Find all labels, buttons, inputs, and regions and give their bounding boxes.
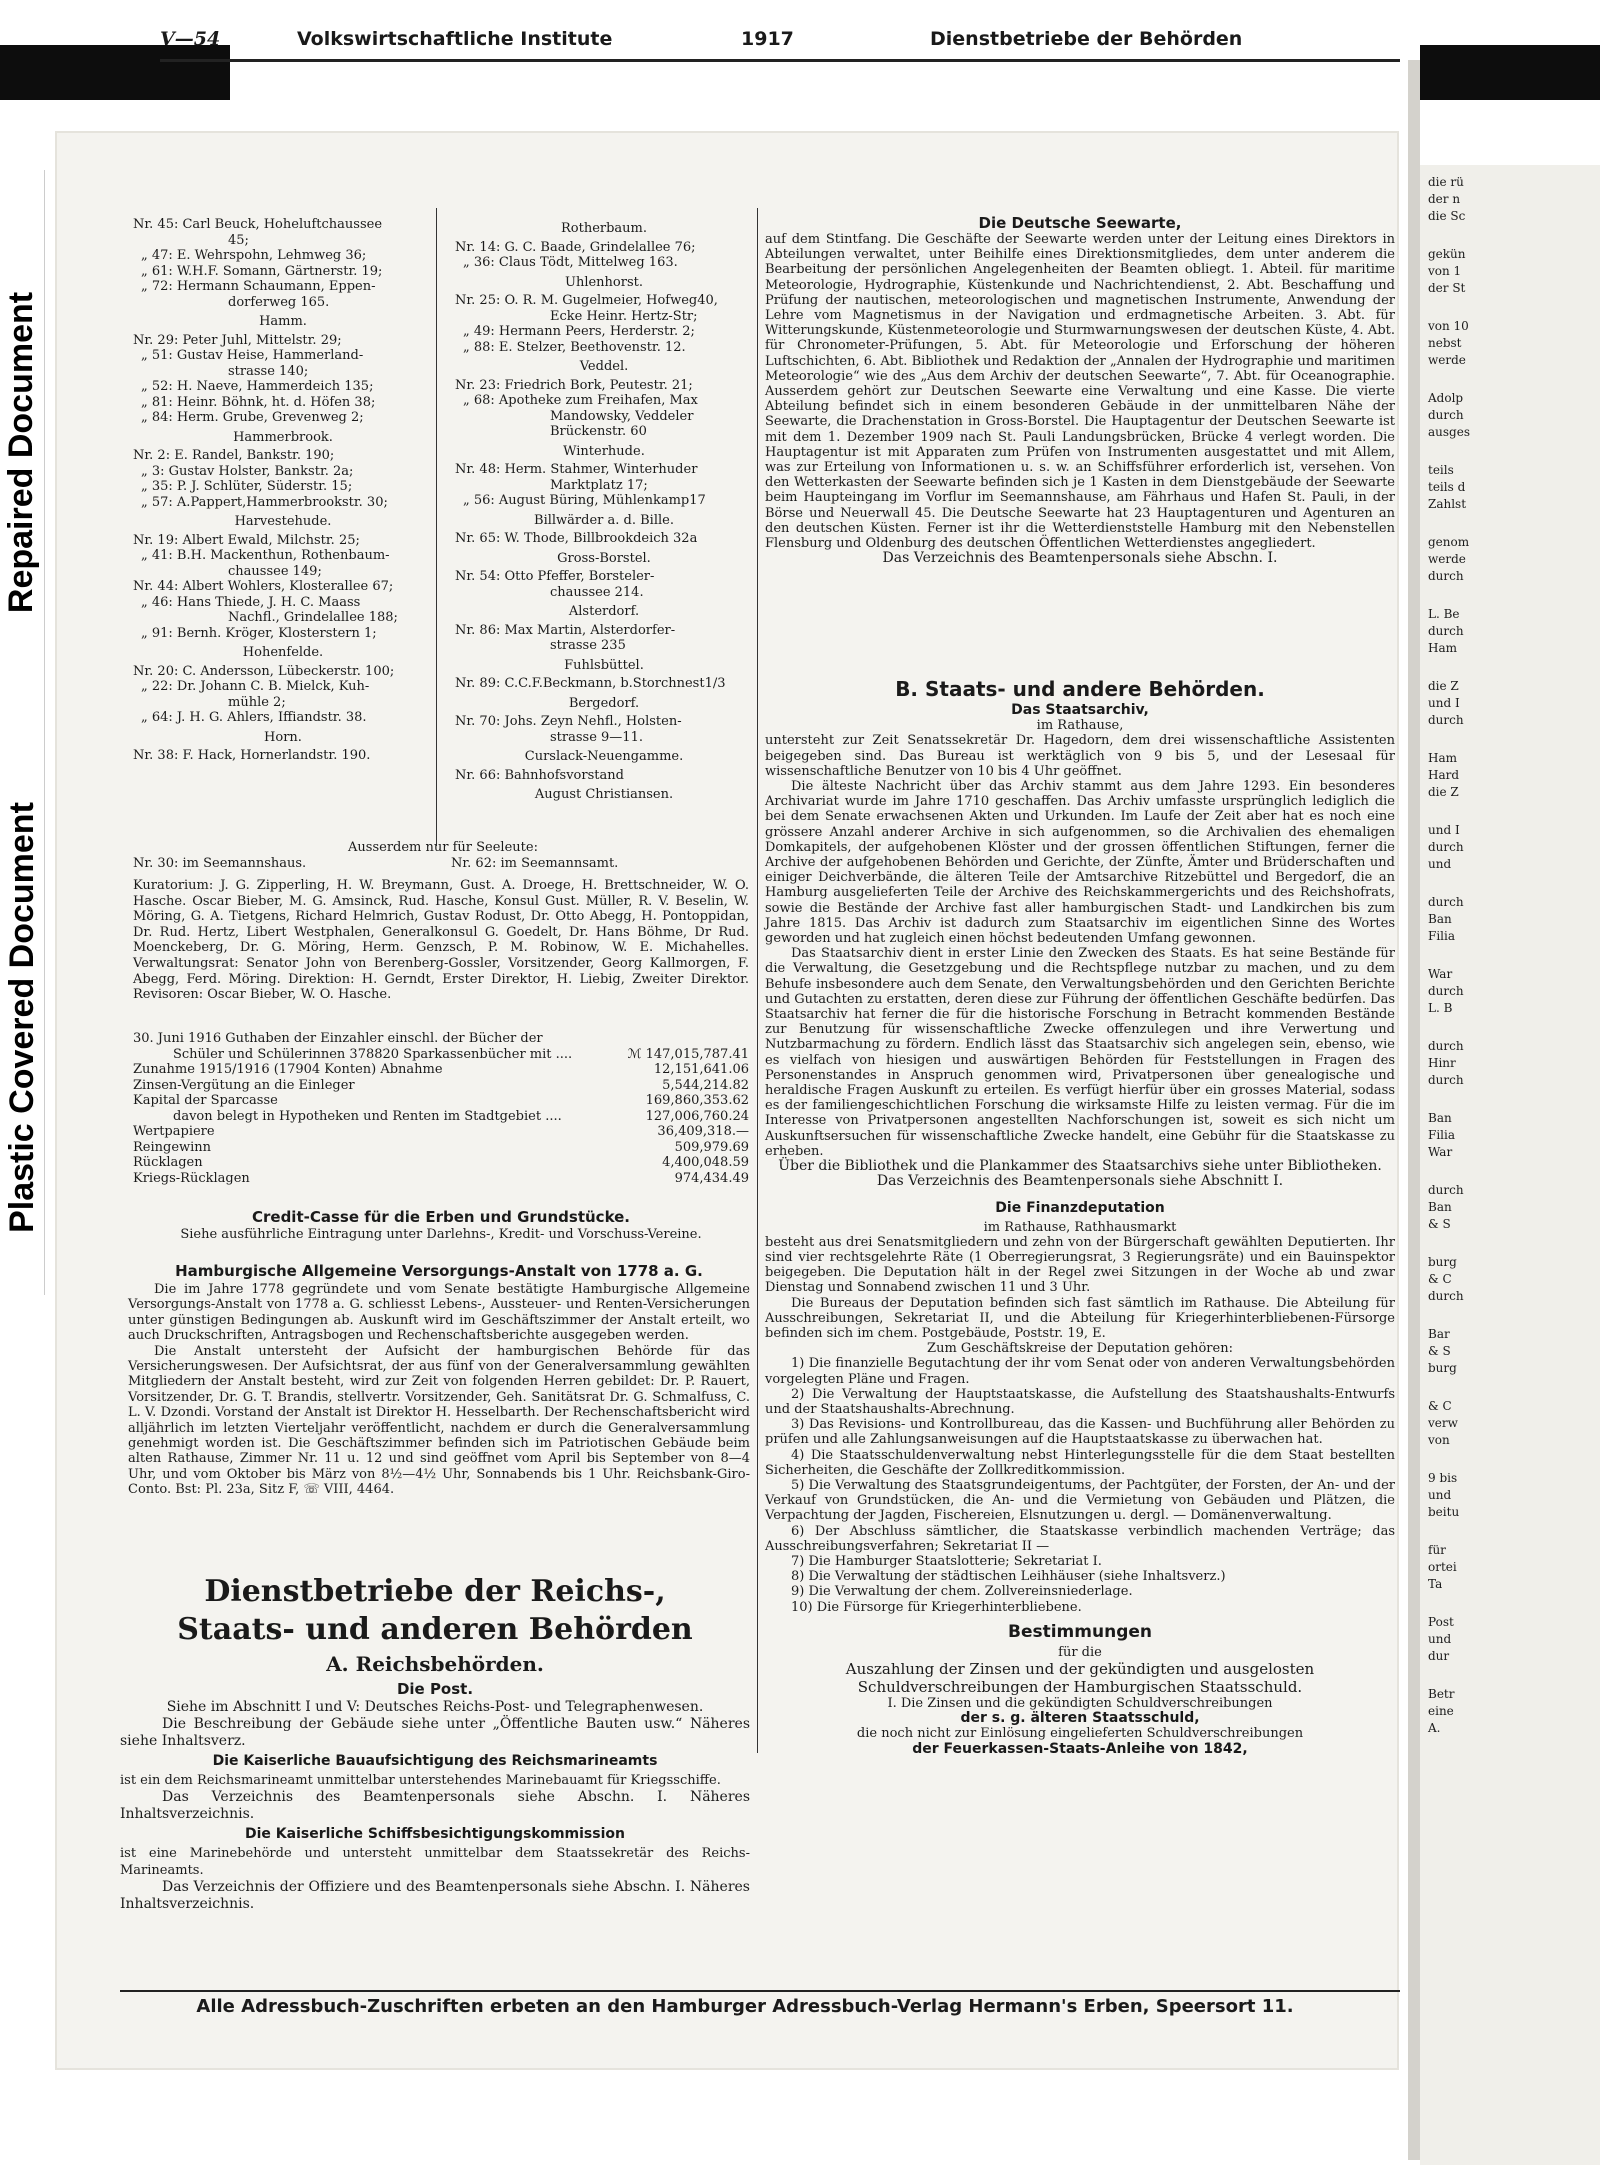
address-line: strasse 235 [550, 638, 626, 653]
adjacent-page-fragment: L. B [1428, 1001, 1453, 1015]
finanz-item: 5) Die Verwaltung des Staatsgrundeigentums, der Pachtgüter, der Forsten, der An- und der Verkauf von Grundstücken, die An- und die Vermietung von Gebäuden und Plätzen, die Verpachtung der Jagden, Fischereien, Elsnutzungen u. dergl. — Domänenverwaltung. [765, 1477, 1395, 1524]
district-heading: Alsterdorf. [568, 604, 640, 619]
finance-row [133, 1171, 749, 1187]
address-line: „ 64: J. H. G. Ahlers, Iffiandstr. 38. [141, 710, 367, 725]
finanz-p1: besteht aus drei Senatsmitgliedern und zehn von der Bürgerschaft gewählten Deputierten. Ihr sind vier rechtsgelehrte Räte (1 Oberregierungsrat, 3 Regierungsräte) und ein Bauinspektor beigegeben. Die Deputation hält in der Regel zwei Sitzungen in der Woche ab und zwar Dienstag und Sonnabend zwischen 11 und 3 Uhr. [765, 1234, 1395, 1296]
adjacent-page-fragment: eine [1428, 1704, 1454, 1718]
adjacent-page-fragment: War [1428, 1145, 1453, 1159]
adjacent-page-fragment: ausges [1428, 425, 1470, 439]
address-line: Nr. 66: Bahnhofsvorstand [455, 767, 624, 783]
address-line: Nr. 23: Friedrich Bork, Peutestr. 21; [455, 377, 693, 393]
finance-value: 127,006,760.24 [645, 1108, 749, 1124]
district-heading: Veddel. [579, 359, 629, 374]
address-line: „ 72: Hermann Schaumann, Eppen- [141, 279, 376, 294]
adjacent-page-fragment: durch [1428, 713, 1464, 727]
footer-notice: Alle Adressbuch-Zuschriften erbeten an den Hamburger Adressbuch-Verlag Hermann's Erben, Speersort 11. [196, 1996, 1294, 2017]
finance-label: Schüler und Schülerinnen 378820 Sparkassenbücher mit .... [173, 1046, 573, 1062]
address-line: „ 91: Bernh. Kröger, Klosterstern 1; [141, 625, 377, 641]
adjacent-page-fragment: werde [1428, 353, 1466, 367]
address-line: Brückenstr. 60 [550, 424, 647, 439]
adjacent-page-fragment: und [1428, 857, 1452, 871]
address-line: chaussee 214. [550, 584, 644, 600]
scan-edge-right [1420, 45, 1600, 100]
finance-value: 5,544,214.82 [662, 1077, 749, 1093]
staats-title: B. Staats- und andere Behörden. [895, 677, 1265, 701]
district-heading: Winterhude. [563, 443, 645, 459]
address-line: Nr. 44: Albert Wohlers, Klosterallee 67; [133, 579, 394, 594]
address-line: Nr. 70: Johs. Zeyn Nehfl., Holsten- [455, 714, 682, 729]
header-rule [160, 59, 1400, 62]
plastic-covered-label [0, 745, 44, 1290]
finance-label: Kapital der Sparcasse [133, 1093, 278, 1108]
district-heading: Horn. [264, 729, 302, 745]
finance-label: Rücklagen [133, 1155, 203, 1170]
address-column-2 [455, 217, 753, 806]
adjacent-page-fragment: durch [1428, 1289, 1464, 1303]
header-year: 1917 [741, 28, 794, 50]
address-line: „ 56: August Büring, Mühlenkamp17 [463, 493, 706, 508]
adjacent-page-fragment: burg [1428, 1255, 1457, 1269]
adjacent-page-fragment: der St [1428, 281, 1466, 295]
adjacent-page-fragment: Ham [1428, 751, 1457, 765]
adjacent-page-fragment: & C [1428, 1399, 1452, 1413]
address-line: „ 35: P. J. Schlüter, Süderstr. 15; [141, 479, 353, 494]
address-line: „ 51: Gustav Heise, Hammerland- [141, 348, 364, 363]
adjacent-page-fragment: Ban [1428, 1111, 1452, 1125]
finance-label: Kriegs-Rücklagen [133, 1170, 250, 1186]
adjacent-page-fragment: von [1428, 1433, 1450, 1447]
address-line: „ 81: Heinr. Böhnk, ht. d. Höfen 38; [141, 394, 376, 410]
finance-row [133, 1109, 749, 1125]
credit-text: Siehe ausführliche Eintragung unter Darlehns-, Kredit- und Vorschuss-Vereine. [180, 1227, 702, 1242]
address-line: mühle 2; [228, 694, 286, 710]
bestimmungen-l3: I. Die Zinsen und die gekündigten Schuldverschreibungen [887, 1695, 1273, 1711]
finanz-item: 3) Das Revisions- und Kontrollbureau, das die Kassen- und Buchführung aller Behörden zu prüfen und alle Zahlungsanweisungen auf die Hauptstaatskasse zu überwachen hat. [765, 1417, 1395, 1448]
seeleute-left: Nr. 30: im Seemannshaus. [133, 855, 307, 871]
address-line: dorferweg 165. [228, 294, 330, 310]
adjacent-page-fragment: 9 bis [1428, 1471, 1458, 1485]
finance-row [133, 1155, 749, 1171]
bestimmungen-l4: der s. g. älteren Staatsschuld, [960, 1710, 1200, 1727]
finanz-item: 8) Die Verwaltung der städtischen Leihhäuser (siehe Inhaltsverz.) [791, 1569, 1226, 1585]
adjacent-page-fragment: durch [1428, 1039, 1464, 1053]
adjacent-page-fragment: Hinr [1428, 1056, 1456, 1070]
bestimmungen-fuer: für die [1058, 1644, 1102, 1660]
adjacent-page-fragment: durch [1428, 408, 1464, 422]
adjacent-page [1420, 165, 1600, 2165]
archiv-note-1: Über die Bibliothek und die Plankammer des Staatsarchivs siehe unter Bibliotheken. [778, 1158, 1382, 1175]
adjacent-page-fragment: durch [1428, 1183, 1464, 1197]
address-line: „ 57: A.Pappert,Hammerbrookstr. 30; [141, 494, 388, 510]
adjacent-page-fragment: Bar [1428, 1327, 1450, 1341]
address-line: strasse 9—11. [550, 729, 643, 745]
finanz-kreis: Zum Geschäftskreise der Deputation gehören: [927, 1341, 1233, 1357]
adjacent-page-fragment: durch [1428, 1073, 1464, 1087]
staats-section [765, 675, 1395, 1757]
seeleute-right: Nr. 62: im Seemannsamt. [451, 855, 619, 871]
finance-row [133, 1078, 749, 1094]
finance-label: 30. Juni 1916 Guthaben der Einzahler einschl. der Bücher der [133, 1031, 543, 1046]
adjacent-page-fragment: durch [1428, 984, 1464, 998]
adjacent-page-fragment: die Z [1428, 785, 1459, 799]
credit-section [133, 1207, 749, 1243]
adjacent-page-fragment: Filia [1428, 1128, 1455, 1142]
schiff-text-2: Das Verzeichnis der Offiziere und des Beamtenpersonals siehe Abschn. I. Näheres Inhaltsverzeichnis. [120, 1879, 750, 1912]
adjacent-page-fragment: teils d [1428, 480, 1466, 494]
book-spine [1408, 60, 1420, 2160]
finance-value: ℳ 147,015,787.41 [627, 1046, 749, 1062]
bestimmungen-l2: Schuldverschreibungen der Hamburgischen Staatsschuld. [857, 1677, 1303, 1696]
bestimmungen-l5: die noch nicht zur Einlösung eingelieferten Schuldverschreibungen [856, 1726, 1304, 1742]
versorgung-p2: Die Anstalt untersteht der Aufsicht der hamburgischen Behörde für das Versicherungswesen. Der Aufsichtsrat, der aus fünf von der Generalversammlung gewählten Mitgliedern der Anstalt besteht, wird zur Zeit von folgenden Herren gebildet: Dr. P. Rauert, Vorsitzender, Dr. G. T. Brandis, stellvertr. Vorsitzender, Geh. Sanitätsrat Dr. G. Schmalfuss, C. L. V. Dzondi. Vorstand der Anstalt ist Direktor H. Hesselbarth. Der Rechenschaftsbericht wird alljährlich im letzten Vierteljahr veröffentlicht, nachdem er durch die Generalversammlung genehmigt worden ist. Die Geschäftszimmer befinden sich im Patriotischen Gebäude beim alten Rathause, Zimmer Nr. 11 u. 12 und sind geöffnet vom April bis September von 8—4 Uhr, und vom Oktober bis März von 8½—4½ Uhr, Sonnabends bis 1 Uhr. Reichsbank-Giro-Conto. Bst: Pl. 23a, Sitz F, ☏ VIII, 4464. [128, 1343, 750, 1498]
adjacent-page-fragment: Ban [1428, 1200, 1452, 1214]
address-line: „ 22: Dr. Johann C. B. Mielck, Kuh- [141, 679, 370, 694]
finance-label: davon belegt in Hypotheken und Renten im Stadtgebiet .... [173, 1108, 562, 1124]
adjacent-page-fragment: Ban [1428, 912, 1452, 926]
page-header [105, 28, 1405, 58]
marine-text-2: Das Verzeichnis des Beamtenpersonals siehe Abschn. I. Näheres Inhaltsverzeichnis. [120, 1789, 750, 1822]
marine-text: ist ein dem Reichsmarineamt unmittelbar unterstehendes Marinebauamt für Kriegsschiffe. [120, 1773, 721, 1788]
page-number: V—54 [160, 28, 221, 50]
versorgung-p1: Die im Jahre 1778 gegründete und vom Senate bestätigte Hamburgische Allgemeine Versorgungs-Anstalt von 1778 a. G. schliesst Lebens-, Aussteuer- und Renten-Versicherungen unter günstigen Bedingungen ab. Auskunft wird im Geschäftszimmer der Anstalt erteilt, wo auch Druckschriften, Antragsbogen und Rechenschaftsberichte ausgegeben werden. [128, 1282, 750, 1344]
finance-label: Zinsen-Vergütung an die Einleger [133, 1077, 355, 1093]
adjacent-page-fragment: von 10 [1428, 319, 1469, 333]
finance-value: 36,409,318.— [657, 1124, 749, 1139]
finance-value: 169,860,353.62 [645, 1093, 749, 1108]
finance-value: 12,151,641.06 [653, 1062, 749, 1077]
finance-label: Reingewinn [133, 1139, 212, 1155]
finance-table [133, 1031, 749, 1186]
post-text-2: Die Beschreibung der Gebäude siehe unter „Öffentliche Bauten usw.“ Näheres siehe Inhaltsverz. [120, 1716, 750, 1749]
address-column-1 [133, 217, 433, 764]
finanz-p2: Die Bureaus der Deputation befinden sich fast sämtlich im Rathause. Die Abteilung für Ausschreibungen, Sekretariat II, und die Abteilung für Kriegerhinterbliebenen-Fürsorge befinden sich im chem. Postgebäude, Poststr. 19, E. [765, 1295, 1395, 1341]
address-line: Nr. 89: C.C.F.Beckmann, b.Storchnest1/3 [455, 676, 726, 691]
address-line: Nr. 38: F. Hack, Hornerlandstr. 190. [133, 748, 371, 763]
address-line: Nr. 65: W. Thode, Billbrookdeich 32a [455, 531, 698, 546]
adjacent-page-fragment: burg [1428, 1361, 1457, 1375]
adjacent-page-fragment: genom [1428, 535, 1470, 549]
repaired-label [0, 175, 44, 730]
post-text: Siehe im Abschnitt I und V: Deutsches Reichs-Post- und Telegraphenwesen. [166, 1699, 704, 1715]
address-line: „ 84: Herm. Grube, Grevenweg 2; [141, 410, 364, 425]
schiff-title: Die Kaiserliche Schiffsbesichtigungskommission [245, 1826, 625, 1842]
adjacent-page-fragment: durch [1428, 569, 1464, 583]
address-line: „ 36: Claus Tödt, Mittelweg 163. [463, 255, 678, 270]
adjacent-page-fragment: & C [1428, 1272, 1452, 1286]
address-line: Marktplatz 17; [550, 477, 648, 493]
finance-row [133, 1140, 749, 1156]
address-line: Nr. 45: Carl Beuck, Hoheluftchaussee [133, 217, 383, 232]
seewarte-note: Das Verzeichnis des Beamtenpersonals siehe Abschn. I. [882, 550, 1278, 567]
adjacent-page-fragment: die Z [1428, 679, 1459, 693]
adjacent-page-fragment: der n [1428, 192, 1461, 206]
plastic-covered-label-text: Plastic Covered Document [2, 802, 41, 1233]
header-left-title: Volkswirtschaftliche Institute [297, 28, 613, 50]
column-divider-1 [436, 208, 437, 846]
archiv-p1: untersteht zur Zeit Senatssekretär Dr. Hagedorn, dem drei wissenschaftliche Assistenten beigegeben sind. Das Bureau ist werktäglich von 9 bis 5, und der Lesesaal für wissenschaftliche Benutzer von 10 bis 4 Uhr geöffnet. [765, 733, 1395, 779]
adjacent-page-fragment: & S [1428, 1344, 1451, 1358]
adjacent-page-fragment: die rü [1428, 175, 1464, 189]
adjacent-page-fragment: ortei [1428, 1560, 1457, 1574]
adjacent-page-fragment: War [1428, 967, 1453, 981]
district-heading: Bergedorf. [568, 695, 640, 711]
finance-label: Zunahme 1915/1916 (17904 Konten) Abnahme [133, 1062, 443, 1077]
kuratorium-text: Kuratorium: J. G. Zipperling, H. W. Breymann, Gust. A. Droege, H. Brettschneider, W. O. Hasche. Oscar Bieber, M. G. Amsinck, Rud. Hasche, Konsul Gust. Müller, R. V. Beselin, W. Möring, G. A. Tietgens, Richard Helmrich, Gustav Rodust, Dr. Otto Abegg, H. Pontoppidan, Dr. Rud. Hertz, Libert Westphalen, Generalkonsul G. Goedelt, Dr. Hans Böhme, Dr Rud. Moenckeberg, Dr. G. Möring, Herm. Genzsch, P. M. Robinow, W. E. Michahelles. Verwaltungsrat: Senator John von Berenberg-Gossler, Vorsitzender, Georg Kallmorgen, F. Abegg, Ferd. Möring. Direktion: H. Gerndt, Erster Direktor, H. Liebig, Zweiter Direktor. Revisoren: Oscar Bieber, W. O. Hasche. [133, 878, 749, 1003]
adjacent-page-fragment: Ta [1428, 1577, 1443, 1591]
dienstbetriebe-section [120, 1573, 750, 1913]
finance-value: 974,434.49 [674, 1170, 749, 1186]
finanz-item: 10) Die Fürsorge für Kriegerhinterbliebene. [791, 1599, 1082, 1615]
district-heading: Uhlenhorst. [565, 274, 643, 290]
dienst-subtitle: A. Reichsbehörden. [326, 1652, 544, 1676]
adjacent-page-fragment: dur [1428, 1649, 1450, 1663]
finanz-item: 7) Die Hamburger Staatslotterie; Sekretariat I. [791, 1553, 1102, 1569]
finanz-item: 6) Der Abschluss sämtlicher, die Staatskasse verbindlich machenden Verträge; das Ausschreibungsverfahren; Sekretariat II — [765, 1523, 1395, 1554]
archiv-title: Das Staatsarchiv, [1011, 702, 1149, 718]
credit-title: Credit-Casse für die Erben und Grundstücke. [251, 1208, 631, 1226]
adjacent-page-fragment: verw [1428, 1416, 1458, 1430]
adjacent-page-fragment: und [1428, 1488, 1452, 1502]
adjacent-page-fragment: Filia [1428, 929, 1455, 943]
repaired-label-text: Repaired Document [2, 291, 41, 614]
finanz-item: 2) Die Verwaltung der Hauptstaatskasse, die Aufstellung des Staatshaushalts-Entwurfs und der Staatshaushalts-Abrechnung. [765, 1386, 1395, 1417]
address-line: „ 46: Hans Thiede, J. H. C. Maass [141, 594, 361, 610]
adjacent-page-fragment: durch [1428, 840, 1464, 854]
adjacent-page-fragment: L. Be [1428, 607, 1460, 621]
finanz-item: 9) Die Verwaltung der chem. Zollvereinsniederlage. [791, 1584, 1133, 1600]
finance-row [133, 1062, 749, 1078]
archiv-p2: Die älteste Nachricht über das Archiv stammt aus dem Jahre 1293. Ein besonderes Archivariat wurde im Jahre 1710 geschaffen. Das Archiv umfasste ursprünglich lediglich die bei dem Senate erwachsenen Akten und Urkunden. Im Laufe der Zeit aber hat es noch eine grössere Anzahl anderer Archive in sich aufgenommen, so die Archivalien des ehemaligen Domkapitels, der aufgehobenen Klöster und der grossen öffentlichen Stiftungen, ferner die Archive der aufgehobenen Behörden und Gerichte, der Zünfte, Ämter und Brüderschaften und einiger Deichverbände, die älteren Teile der Amtsarchive Ritzebüttel und Bergedorf, die an Hamburg ausgelieferten Teile der Archive des Reichskammergerichts und des Reichshofrats, sowie die Bestände der Archive fast aller hamburgischen Stadt- und Landkirchen bis zum Jahre 1815. Das Archiv ist dadurch zum Staatsarchiv im eigentlichen Sinne des Wortes geworden und hat zugleich einen höchst bedeutenden Umfang gewonnen. [765, 779, 1395, 947]
adjacent-page-fragment: Betr [1428, 1687, 1455, 1701]
address-line: Nr. 86: Max Martin, Alsterdorfer- [455, 622, 676, 638]
adjacent-page-fragment: teils [1428, 463, 1454, 477]
column-divider-2 [757, 208, 758, 1753]
address-line: „ 88: E. Stelzer, Beethovenstr. 12. [463, 339, 686, 355]
address-line: Ecke Heinr. Hertz-Str; [550, 308, 698, 324]
adjacent-page-fragment: gekün [1428, 247, 1466, 261]
adjacent-page-fragment: von 1 [1428, 264, 1462, 278]
district-heading: Hohenfelde. [242, 645, 324, 660]
address-line: „ 47: E. Wehrspohn, Lehmweg 36; [141, 248, 367, 263]
finance-value: 509,979.69 [674, 1139, 749, 1155]
archiv-location: im Rathause, [1036, 718, 1124, 734]
dienst-title-1: Dienstbetriebe der Reichs-, [204, 1574, 666, 1609]
finanz-items [765, 1356, 1395, 1614]
finance-row [133, 1031, 749, 1047]
address-line: Nr. 20: C. Andersson, Lübeckerstr. 100; [133, 663, 395, 679]
address-line: „ 49: Hermann Peers, Herderstr. 2; [463, 324, 695, 339]
district-heading: Hammerbrook. [233, 429, 333, 445]
address-line: „ 3: Gustav Holster, Bankstr. 2a; [141, 463, 354, 479]
address-line: Nr. 54: Otto Pfeffer, Borsteler- [455, 569, 655, 584]
address-line: Nr. 48: Herm. Stahmer, Winterhuder [455, 462, 698, 477]
district-heading: Harvestehude. [234, 514, 332, 529]
address-line: „ 68: Apotheke zum Freihafen, Max [463, 393, 698, 408]
adjacent-page-fragment: nebst [1428, 336, 1462, 350]
finance-label: Wertpapiere [133, 1124, 215, 1139]
seewarte-text: auf dem Stintfang. Die Geschäfte der Seewarte werden unter der Leitung eines Direktors in Abteilungen verwaltet, unter Beihilfe eines Direktionsmitgliedes, dem unter anderem die Bearbeitung der persönlichen Angelegenheiten der Beamten obliegt. 1. Abteil. für maritime Meteorologie, Hydrographie, Küstenkunde und Nachrichtendienst, 2. Abt. Beschaffung und Prüfung der nautischen, meteorologischen und magnetischen Instrumente, Anwendung der Lehre vom Magnetismus in der Navigation und erdmagnetische Arbeiten. 3. Abt. für Witterungskunde, Küstenmeteorologie und Sturmwarnungswesen der deutschen Küste, 4. Abt. für Chronometer-Prüfungen, 5. Abt. für Meteorologie und Erforschung der höheren Luftschichten, 6. Abt. Bibliothek und Redaktion der „Annalen der Hydrographie und maritimen Meteorologie“ wie des „Aus dem Archiv der deutschen Seewarte“, 7. Abt. für Oceanographie. Ausserdem gehört zur Deutschen Seewarte eine Verwaltung und eine Kasse. Die vierte Abteilung befindet sich in einem besonderen Gebäude in der unmittelbaren Nähe der Seewarte, die Drachenstation in Gross-Borstel. Die Hauptagentur der Deutschen Seewarte ist mit dem 1. Dezember 1909 nach St. Pauli Landungsbrücken, Brücke 4 verlegt worden. Die Hauptagentur ist mit Apparaten zum Prüfen von Instrumenten ausgestattet und mit Allem, was zur Erteilung von Informationen u. s. w. an Schiffsführer erforderlich ist, versehen. Von den Wetterkasten der Seewarte befinden sich je 1 Kasten in dem Dienstgebäude der Seewarte beim Haupteingang im Vorflur im Seemannshause, am Fährhaus und Hafen St. Pauli, in der Börse und Neuerwall 45. Die Deutsche Seewarte hat 23 Hauptagenturen und Agenturen an den deutschen Küsten. Ferner ist ihr die Wetterdienststelle Hamburg mit den Nebenstellen Flensburg und Oldenburg des deutschen Öffentlichen Wetterdienstes angegliedert. [765, 232, 1395, 552]
finanz-title: Die Finanzdeputation [995, 1199, 1165, 1216]
district-heading: Gross-Borstel. [557, 550, 651, 566]
footer-rule [120, 1990, 1400, 1992]
address-line: Nr. 19: Albert Ewald, Milchstr. 25; [133, 532, 360, 548]
finance-value: 4,400,048.59 [662, 1155, 749, 1170]
address-line: strasse 140; [228, 363, 309, 379]
bestimmungen-l1: Auszahlung der Zinsen und der gekündigten und ausgelosten [845, 1659, 1315, 1678]
post-title: Die Post. [396, 1680, 474, 1698]
district-heading: Hamm. [259, 314, 307, 329]
finanz-location: im Rathause, Rathhausmarkt [983, 1219, 1177, 1235]
finance-row [133, 1047, 749, 1063]
schiff-text: ist eine Marinebehörde und untersteht unmittelbar dem Staatssekretär des Reichs-Marineamts. [120, 1846, 750, 1878]
finance-row [133, 1093, 749, 1109]
finanz-item: 4) Die Staatsschuldenverwaltung nebst Hinterlegungsstelle für die dem Staat bestellten Sicherheiten, die Geschäfte der Zollkreditkommission. [765, 1447, 1395, 1478]
adjacent-page-fragment: und [1428, 1632, 1452, 1646]
adjacent-page-fragment: die Sc [1428, 209, 1466, 223]
address-line: chaussee 149; [228, 563, 322, 579]
adjacent-page-fragment: Hard [1428, 768, 1460, 782]
district-heading: August Christiansen. [534, 787, 674, 802]
address-line: Nr. 29: Peter Juhl, Mittelstr. 29; [133, 332, 342, 348]
marine-title: Die Kaiserliche Bauaufsichtigung des Reichsmarineamts [212, 1753, 658, 1769]
versorgung-title: Hamburgische Allgemeine Versorgungs-Anstalt von 1778 a. G. [175, 1262, 703, 1280]
adjacent-page-fragment: durch [1428, 895, 1464, 909]
adjacent-page-fragment: A. [1428, 1721, 1441, 1735]
seewarte-title: Die Deutsche Seewarte, [978, 214, 1182, 232]
address-line: „ 52: H. Naeve, Hammerdeich 135; [141, 379, 374, 394]
adjacent-page-fragment: für [1428, 1543, 1446, 1557]
adjacent-page-fragment: Adolp [1428, 391, 1464, 405]
district-heading: Rotherbaum. [560, 221, 648, 236]
archiv-p3: Das Staatsarchiv dient in erster Linie den Zwecken des Staats. Es hat seine Bestände für die Verwaltung, die Gesetzgebung und die Rechtspflege nutzbar zu machen, und zu dem Behufe insbesondere auch dem Senate, den Verwaltungsbehörden und den Gerichten Berichte und Gutachten zu erstatten, deren diese zur Führung der öffentlichen Geschäfte bedürfen. Das Staatsarchiv hat ferner die für die historische Forschung in Betracht kommenden Bestände zur Benutzung für wissenschaftliche Zwecke offenzulegen und ihre Verwertung und Nutzbarmachung zu fördern. Endlich lässt das Staatsarchiv sich angelegen sein, ebenso, wie es vielfach von hiesigen und auswärtigen Behörden für Feststellungen in Fragen des Personenstandes in Anspruch genommen wird, Privatpersonen über genealogische und heraldische Fragen Auskunft zu erteilen. Es verfügt hierfür über ein grosses Material, sodass es der familiengeschichtlichen Forschung die wirksamste Hilfe zu leisten vermag. Für die im Interesse von Privatpersonen angestellten Nachforschungen ist, soweit es sich nicht um Auskunftsersuchen für wissenschaftliche Zwecke handelt, eine Gebühr für die Staatskasse zu erheben. [765, 946, 1395, 1159]
adjacent-page-fragment: beitu [1428, 1505, 1460, 1519]
bestimmungen-l6: der Feuerkassen-Staats-Anleihe von 1842, [912, 1740, 1248, 1757]
district-heading: Billwärder a. d. Bille. [534, 512, 674, 528]
header-right-title: Dienstbetriebe der Behörden [930, 28, 1243, 50]
adjacent-page-fragment: und I [1428, 823, 1460, 837]
dienst-title-2: Staats- und anderen Behörden [177, 1612, 693, 1647]
seeleute-section [133, 840, 753, 872]
seewarte-section [765, 214, 1395, 566]
adjacent-page-fragment: und I [1428, 696, 1460, 710]
adjacent-page-fragment: werde [1428, 552, 1466, 566]
address-line: „ 61: W.H.F. Somann, Gärtnerstr. 19; [141, 263, 383, 279]
bestimmungen-title: Bestimmungen [1008, 1621, 1152, 1642]
address-line: Nachfl., Grindelallee 188; [228, 610, 398, 625]
finanz-item: 1) Die finanzielle Begutachtung der ihr vom Senat oder von anderen Verwaltungsbehörden vorgelegten Pläne und Fragen. [765, 1356, 1395, 1387]
district-heading: Curslack-Neuengamme. [524, 749, 684, 764]
district-heading: Fuhlsbüttel. [564, 657, 644, 673]
versorgung-section [128, 1260, 750, 1498]
address-line: Nr. 25: O. R. M. Gugelmeier, Hofweg40, [455, 293, 718, 308]
adjacent-page-fragment: Zahlst [1428, 497, 1467, 511]
seeleute-title: Ausserdem nur für Seeleute: [348, 840, 538, 855]
archiv-note-2: Das Verzeichnis des Beamtenpersonals siehe Abschnitt I. [876, 1173, 1284, 1190]
address-line: Mandowsky, Veddeler [550, 408, 694, 424]
address-line: „ 41: B.H. Mackenthun, Rothenbaum- [141, 548, 390, 563]
address-line: 45; [228, 232, 249, 248]
adjacent-page-fragment: Ham [1428, 641, 1457, 655]
adjacent-page-fragment: & S [1428, 1217, 1451, 1231]
adjacent-page-fragment: Post [1428, 1615, 1454, 1629]
address-line: Nr. 2: E. Randel, Bankstr. 190; [133, 448, 335, 463]
finance-row [133, 1124, 749, 1140]
address-line: Nr. 14: G. C. Baade, Grindelallee 76; [455, 239, 696, 255]
adjacent-page-fragment: durch [1428, 624, 1464, 638]
